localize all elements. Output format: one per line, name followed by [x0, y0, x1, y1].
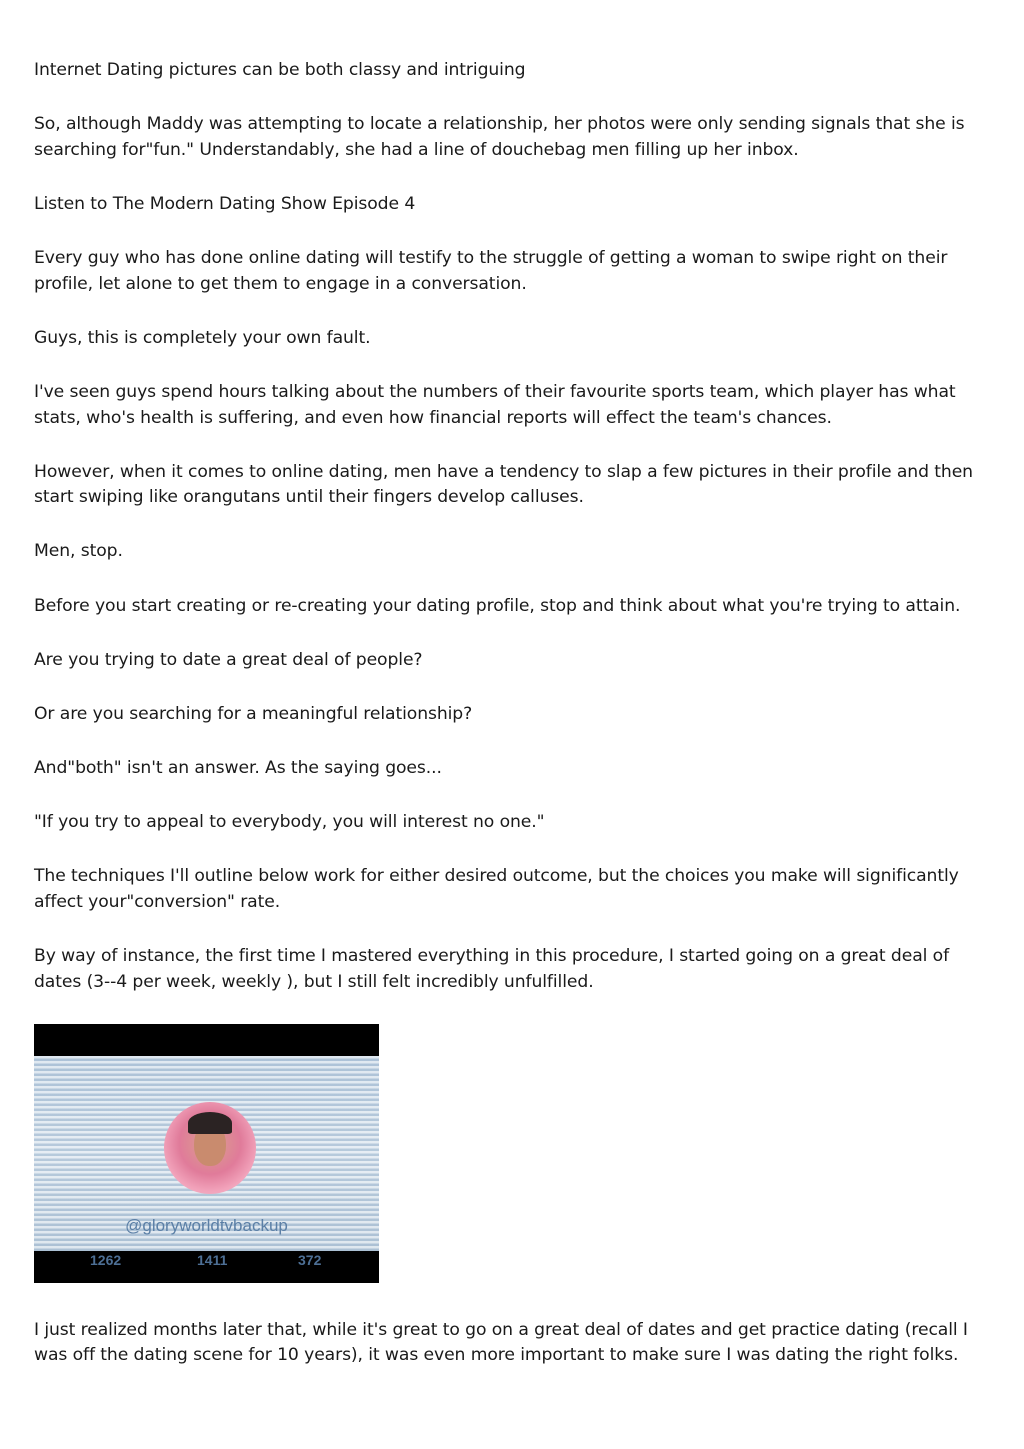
paragraph: Every guy who has done online dating will testify to the struggle of getting a woman to swipe right on their profile, let alone to get them to engage in a conversation.	[34, 247, 948, 294]
stat-following: 372	[298, 1251, 322, 1268]
paragraph: I just realized months later that, while it's great to go on a great deal of dates and get practice dating (recall I was off the dating scene for 10 years), it was even more important to make sure I was dating the right folks.	[34, 1319, 968, 1366]
paragraph: By way of instance, the first time I mastered everything in this procedure, I started going on a great deal of dates (3--4 per week, weekly ), but I still felt incredibly unfulfilled.	[34, 945, 950, 992]
paragraph: Or are you searching for a meaningful relationship?	[34, 703, 473, 724]
paragraph: However, when it comes to online dating, men have a tendency to slap a few pictures in their profile and then start swiping like orangutans until their fingers develop calluses.	[34, 461, 973, 508]
avatar	[164, 1102, 256, 1194]
paragraph: Listen to The Modern Dating Show Episode 4	[34, 193, 416, 214]
paragraph: Internet Dating pictures can be both classy and intriguing	[34, 60, 526, 80]
paragraph: Men, stop.	[34, 541, 123, 562]
article-body	[34, 58, 996, 1397]
paragraph: Are you trying to date a great deal of people?	[34, 649, 423, 670]
paragraph: The techniques I'll outline below work for either desired outcome, but the choices you make will significantly affect your"conversion" rate.	[34, 866, 959, 912]
profile-screen	[34, 1056, 379, 1268]
profile-handle: @gloryworldtvbackup	[125, 1215, 288, 1235]
stat-posts: 1262	[90, 1251, 122, 1268]
paragraph: Guys, this is completely your own fault.	[34, 327, 371, 348]
profile-screenshot-image	[34, 1024, 379, 1283]
paragraph: I've seen guys spend hours talking about the numbers of their favourite sports team, which player has what stats, who's health is suffering, and even how financial reports will effect the team's chances.	[34, 381, 956, 428]
paragraph: Before you start creating or re-creating your dating profile, stop and think about what you're trying to attain.	[34, 595, 961, 616]
paragraph: And"both" isn't an answer. As the saying goes...	[34, 757, 442, 778]
paragraph: So, although Maddy was attempting to locate a relationship, her photos were only sending signals that she is searching for"fun." Understandably, she had a line of douchebag men filling up her inbox.	[34, 114, 965, 160]
stat-followers: 1411	[197, 1251, 228, 1268]
avatar-hair	[188, 1112, 232, 1134]
paragraph: "If you try to appeal to everybody, you will interest no one."	[34, 811, 545, 832]
